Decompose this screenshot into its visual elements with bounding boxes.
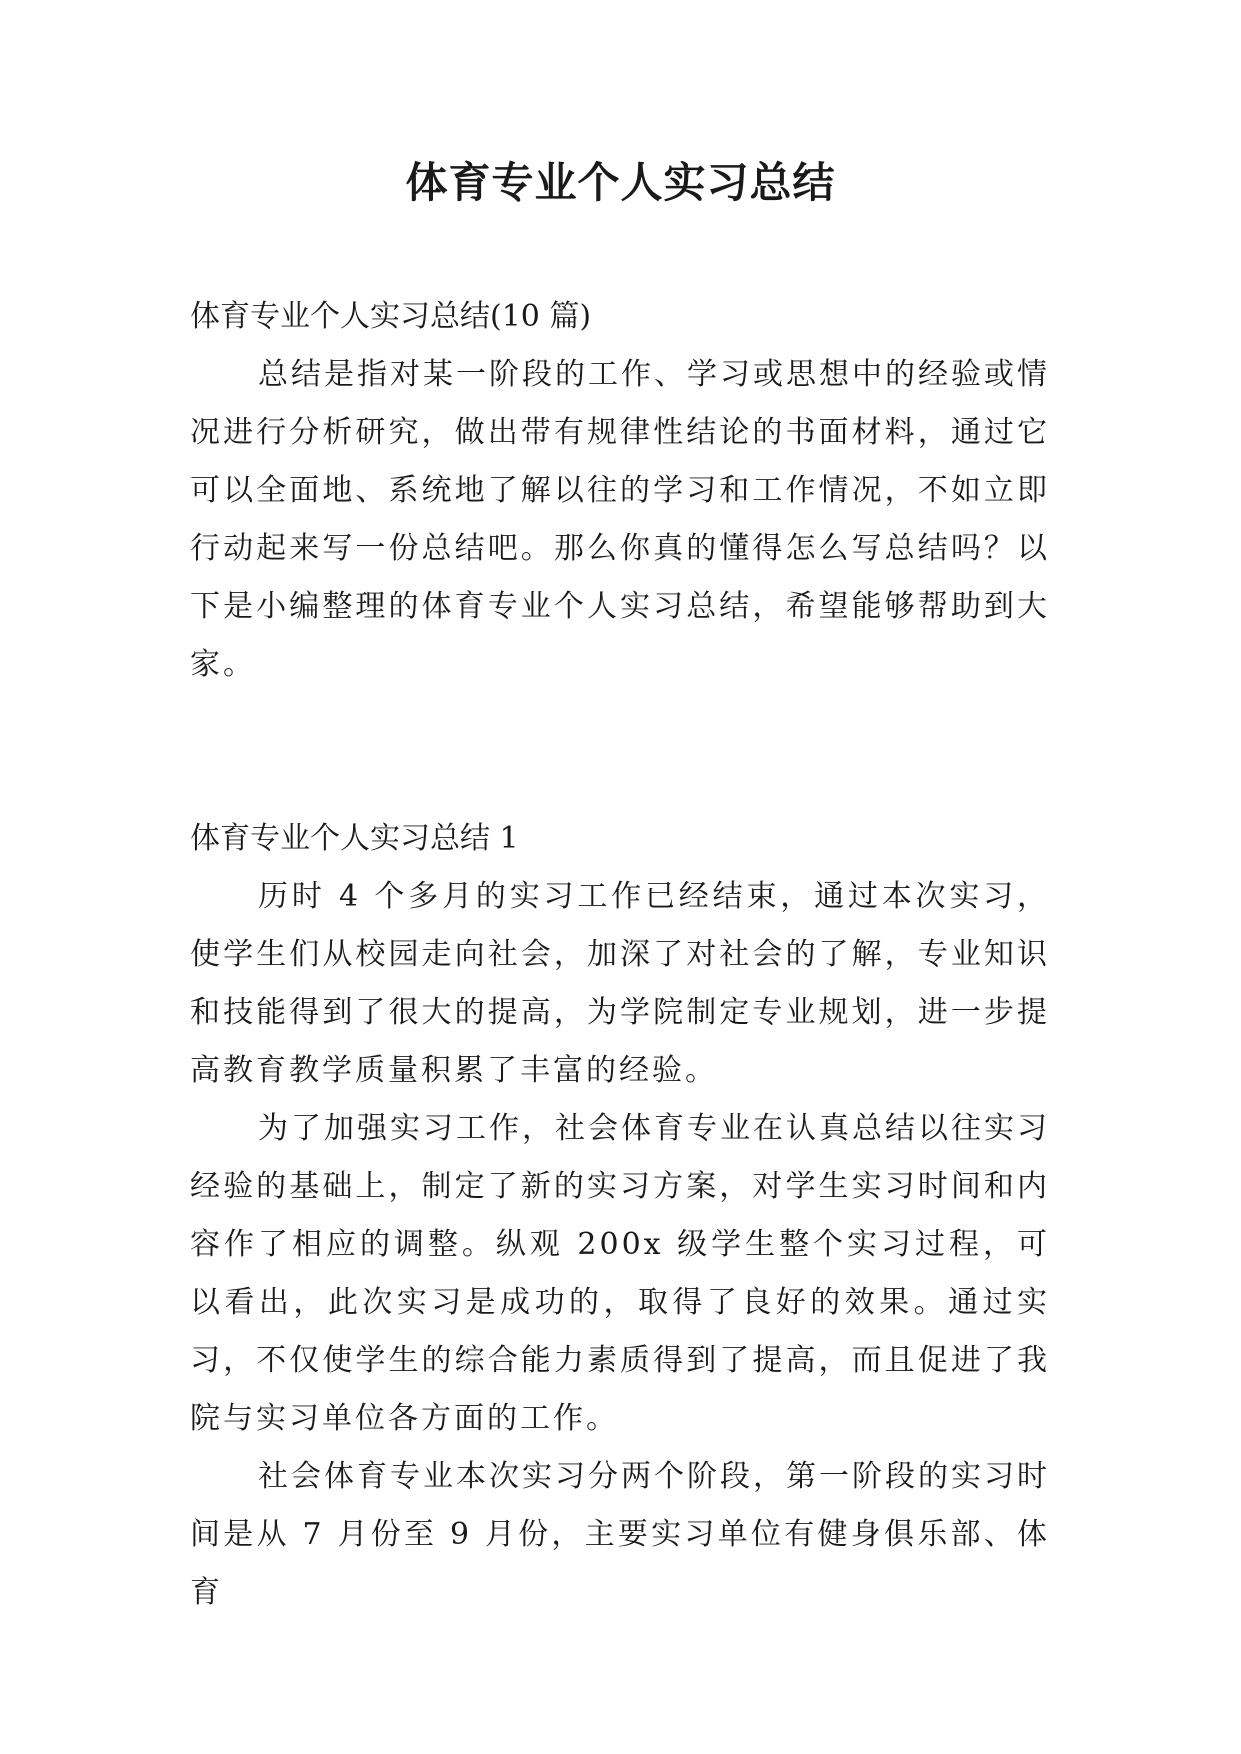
intro-paragraph: 总结是指对某一阶段的工作、学习或思想中的经验或情况进行分析研究，做出带有规律性结论的书面材料，通过它可以全面地、系统地了解以往的学习和工作情况，不如立即行动起来写一份总结吧。那么你真的懂得怎么写总结吗？以下是小编整理的体育专业个人实习总结，希望能够帮助到大家。 (190, 357, 1050, 682)
section-1-heading: 体育专业个人实习总结 1 (190, 821, 519, 856)
document-title: 体育专业个人实习总结 (405, 158, 836, 207)
section-1 (190, 810, 1050, 1622)
section-1-paragraph-1: 历时 4 个多月的实习工作已经结束，通过本次实习，使学生们从校园走向社会，加深了对社会的了解，专业知识和技能得到了很大的提高，为学院制定专业规划，进一步提高教育教学质量积累了丰富的经验。 (190, 879, 1050, 1088)
intro-heading: 体育专业个人实习总结(10 篇) (190, 299, 592, 334)
intro-section (190, 288, 1050, 694)
section-1-paragraph-2: 为了加强实习工作，社会体育专业在认真总结以往实习经验的基础上，制定了新的实习方案，对学生实习时间和内容作了相应的调整。纵观 200x 级学生整个实习过程，可以看出，此次实习是成功的，取得了良好的效果。通过实习，不仅使学生的综合能力素质得到了提高，而且促进了我院与实习单位各方面的工作。 (190, 1111, 1050, 1436)
section-1-paragraph-3: 社会体育专业本次实习分两个阶段，第一阶段的实习时间是从 7 月份至 9 月份，主要实习单位有健身俱乐部、体育 (190, 1459, 1050, 1610)
